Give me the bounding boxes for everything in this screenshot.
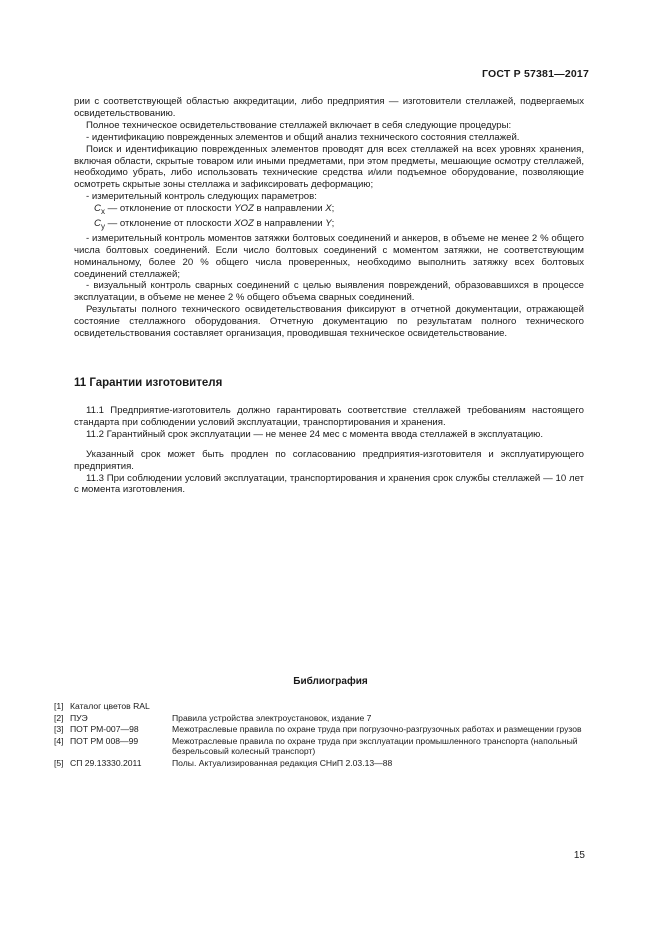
- bib-number: [2]: [54, 712, 64, 723]
- document-code-header: ГОСТ Р 57381—2017: [481, 68, 589, 80]
- section-text: [74, 405, 584, 496]
- bib-code: СП 29.13330.2011: [70, 757, 142, 768]
- paragraph: 11.2 Гарантийный срок эксплуатации — не менее 24 мес с момента ввода стеллажей в эксплуатацию.: [86, 428, 544, 440]
- bibliography-item: [54, 758, 584, 769]
- bibliography-item: [54, 724, 584, 735]
- bib-code: Каталог цветов RAL: [70, 701, 150, 711]
- paragraph: Результаты полного технического освидетельствования фиксируют в отчетной документации, отражающей состояние стеллажного оборудования. Отчетную документацию по результатам полного технического освидетельствования составляет организация, проводившая техническое освидетельствование.: [74, 304, 584, 340]
- formula-cx: $C_x$ — отклонение от плоскости YOZ в направлении X;: [94, 203, 335, 217]
- paragraph: 11.1 Предприятие-изготовитель должно гарантировать соответствие стеллажей требованиям настоящего стандарта при соблюдении условий эксплуатации, транспортирования и хранения.: [74, 405, 584, 428]
- page-number: 15: [573, 850, 585, 861]
- section-title: 11 Гарантии изготовителя: [74, 377, 223, 389]
- list-item: - измерительный контроль следующих параметров:: [86, 191, 317, 203]
- bib-number: [3]: [54, 724, 64, 735]
- bibliography-item: [54, 701, 584, 712]
- bibliography-item: [54, 713, 584, 724]
- bib-description: Межотраслевые правила по охране труда при погрузочно-разгрузочных работах и размещении грузов: [172, 724, 582, 735]
- list-item: - идентификацию поврежденных элементов и общий анализ технического состояния стеллажей.: [86, 131, 520, 143]
- body-text: [74, 96, 584, 340]
- paragraph: Поиск и идентификацию поврежденных элементов проводят для всех стеллажей на всех уровнях хранения, включая области, скрытые товаром или иными предметами, при этом предметы, мешающие осмотру стеллажей, необходимо убрать, либо использовать технические средства и/или подъемное оборудование, позволяющие осмотреть скрытые зоны стеллажа и зафиксировать деформацию;: [74, 143, 584, 191]
- list-item: - измерительный контроль моментов затяжки болтовых соединений и анкеров, в объеме не менее 2 % общего числа болтовых соединений. Если число болтовых соединений с моментом затяжки, не соответствующим номинальному, более 20 % общего числа проверенных, необходимо выполнить затяжку всех болтовых соединений стеллажей;: [74, 232, 584, 280]
- bibliography-item: [54, 736, 584, 757]
- paragraph: рии с соответствующей областью аккредитации, либо предприятия — изготовители стеллажей, подвергаемых освидетельствованию.: [74, 96, 584, 119]
- bib-description: [172, 701, 584, 712]
- bib-description: Межотраслевые правила по охране труда при эксплуатации промышленного транспорта (напольный безрельсовый колесный транспорт): [172, 735, 578, 757]
- bib-number: [5]: [54, 757, 64, 768]
- bibliography-title: Библиография: [293, 676, 368, 687]
- bib-code: ПОТ РМ 008—99: [70, 735, 139, 746]
- list-item: - визуальный контроль сварных соединений с целью выявления повреждений, образовавшихся в процессе эксплуатации, в объеме не менее 2 % общего объема сварных соединений.: [74, 280, 584, 304]
- bib-code: ПОТ РМ-007—98: [70, 724, 139, 735]
- bib-description: Правила устройства электроустановок, издание 7: [172, 712, 372, 723]
- bib-description: Полы. Актуализированная редакция СНиП 2.03.13—88: [172, 757, 393, 768]
- formula-cy: $C_y$ — отклонение от плоскости XOZ в направлении Y;: [94, 217, 335, 231]
- bib-number: [4]: [54, 735, 64, 746]
- paragraph: Указанный срок может быть продлен по согласованию предприятия-изготовителя и эксплуатирующего предприятия.: [74, 448, 584, 472]
- paragraph: Полное техническое освидетельствование стеллажей включает в себя следующие процедуры:: [86, 119, 512, 131]
- paragraph: 11.3 При соблюдении условий эксплуатации, транспортирования и хранения срок службы стеллажей — 10 лет с момента изготовления.: [74, 472, 584, 496]
- bib-number: [1]: [54, 701, 64, 711]
- bibliography-list: [54, 701, 584, 770]
- bib-code: ПУЭ: [70, 712, 88, 723]
